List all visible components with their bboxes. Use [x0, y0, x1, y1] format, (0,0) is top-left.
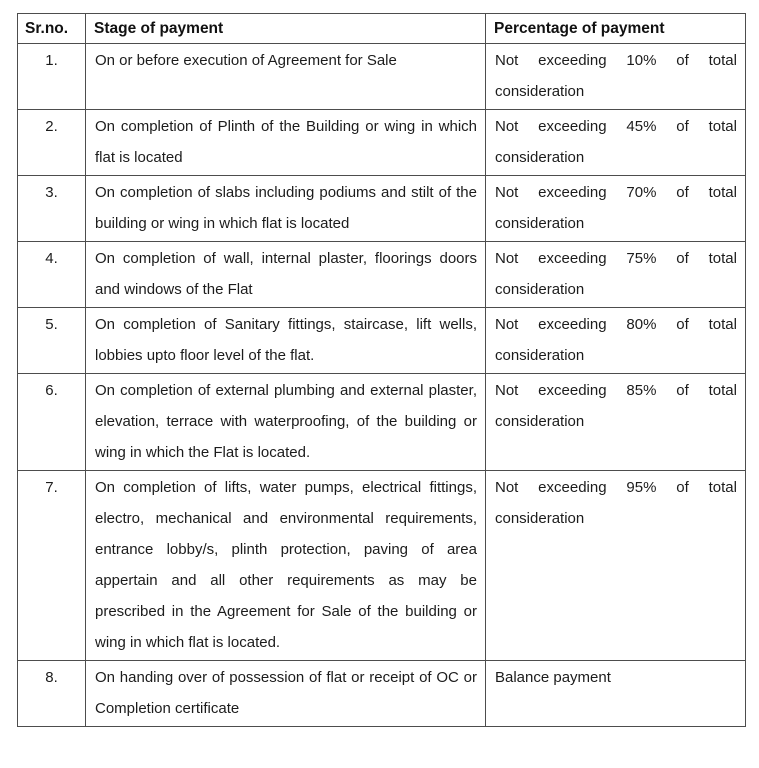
percentage-cell: Not exceeding 95% of total consideration — [486, 471, 746, 661]
payment-schedule-table — [17, 13, 746, 727]
stage-cell: On completion of Plinth of the Building or wing in which flat is located — [86, 110, 486, 176]
table-row — [18, 471, 746, 661]
stage-cell: On completion of lifts, water pumps, electrical fittings, electro, mechanical and environmental requirements, entrance lobby/s, plinth protection, paving of area appertain and all other requirements as may be prescribed in the Agreement for Sale of the building or wing in which flat is located. — [86, 471, 486, 661]
stage-cell: On completion of slabs including podiums and stilt of the building or wing in which flat is located — [86, 176, 486, 242]
table-row — [18, 374, 746, 471]
percentage-cell: Not exceeding 70% of total consideration — [486, 176, 746, 242]
stage-cell: On handing over of possession of flat or receipt of OC or Completion certificate — [86, 661, 486, 727]
table-row — [18, 176, 746, 242]
percentage-cell: Not exceeding 10% of total consideration — [486, 44, 746, 110]
percentage-cell: Not exceeding 75% of total consideration — [486, 242, 746, 308]
percentage-cell: Not exceeding 85% of total consideration — [486, 374, 746, 471]
stage-cell: On completion of Sanitary fittings, staircase, lift wells, lobbies upto floor level of the flat. — [86, 308, 486, 374]
table-row — [18, 44, 746, 110]
percentage-cell: Not exceeding 80% of total consideration — [486, 308, 746, 374]
percentage-cell: Balance payment — [486, 661, 746, 727]
stage-cell: On completion of wall, internal plaster, floorings doors and windows of the Flat — [86, 242, 486, 308]
sr-no-cell: 2. — [18, 110, 86, 176]
sr-no-cell: 7. — [18, 471, 86, 661]
table-row — [18, 308, 746, 374]
table-row — [18, 661, 746, 727]
stage-cell: On or before execution of Agreement for Sale — [86, 44, 486, 110]
sr-no-cell: 6. — [18, 374, 86, 471]
percentage-cell: Not exceeding 45% of total consideration — [486, 110, 746, 176]
sr-no-cell: 8. — [18, 661, 86, 727]
stage-cell: On completion of external plumbing and external plaster, elevation, terrace with waterproofing, of the building or wing in which the Flat is located. — [86, 374, 486, 471]
column-header-percentage-of-payment: Percentage of payment — [486, 14, 746, 44]
sr-no-cell: 1. — [18, 44, 86, 110]
column-header-sr-no: Sr.no. — [18, 14, 86, 44]
table-row — [18, 110, 746, 176]
column-header-stage-of-payment: Stage of payment — [86, 14, 486, 44]
sr-no-cell: 4. — [18, 242, 86, 308]
sr-no-cell: 3. — [18, 176, 86, 242]
table-row — [18, 242, 746, 308]
payment-table-body — [18, 44, 746, 727]
sr-no-cell: 5. — [18, 308, 86, 374]
table-header-row — [18, 14, 746, 44]
